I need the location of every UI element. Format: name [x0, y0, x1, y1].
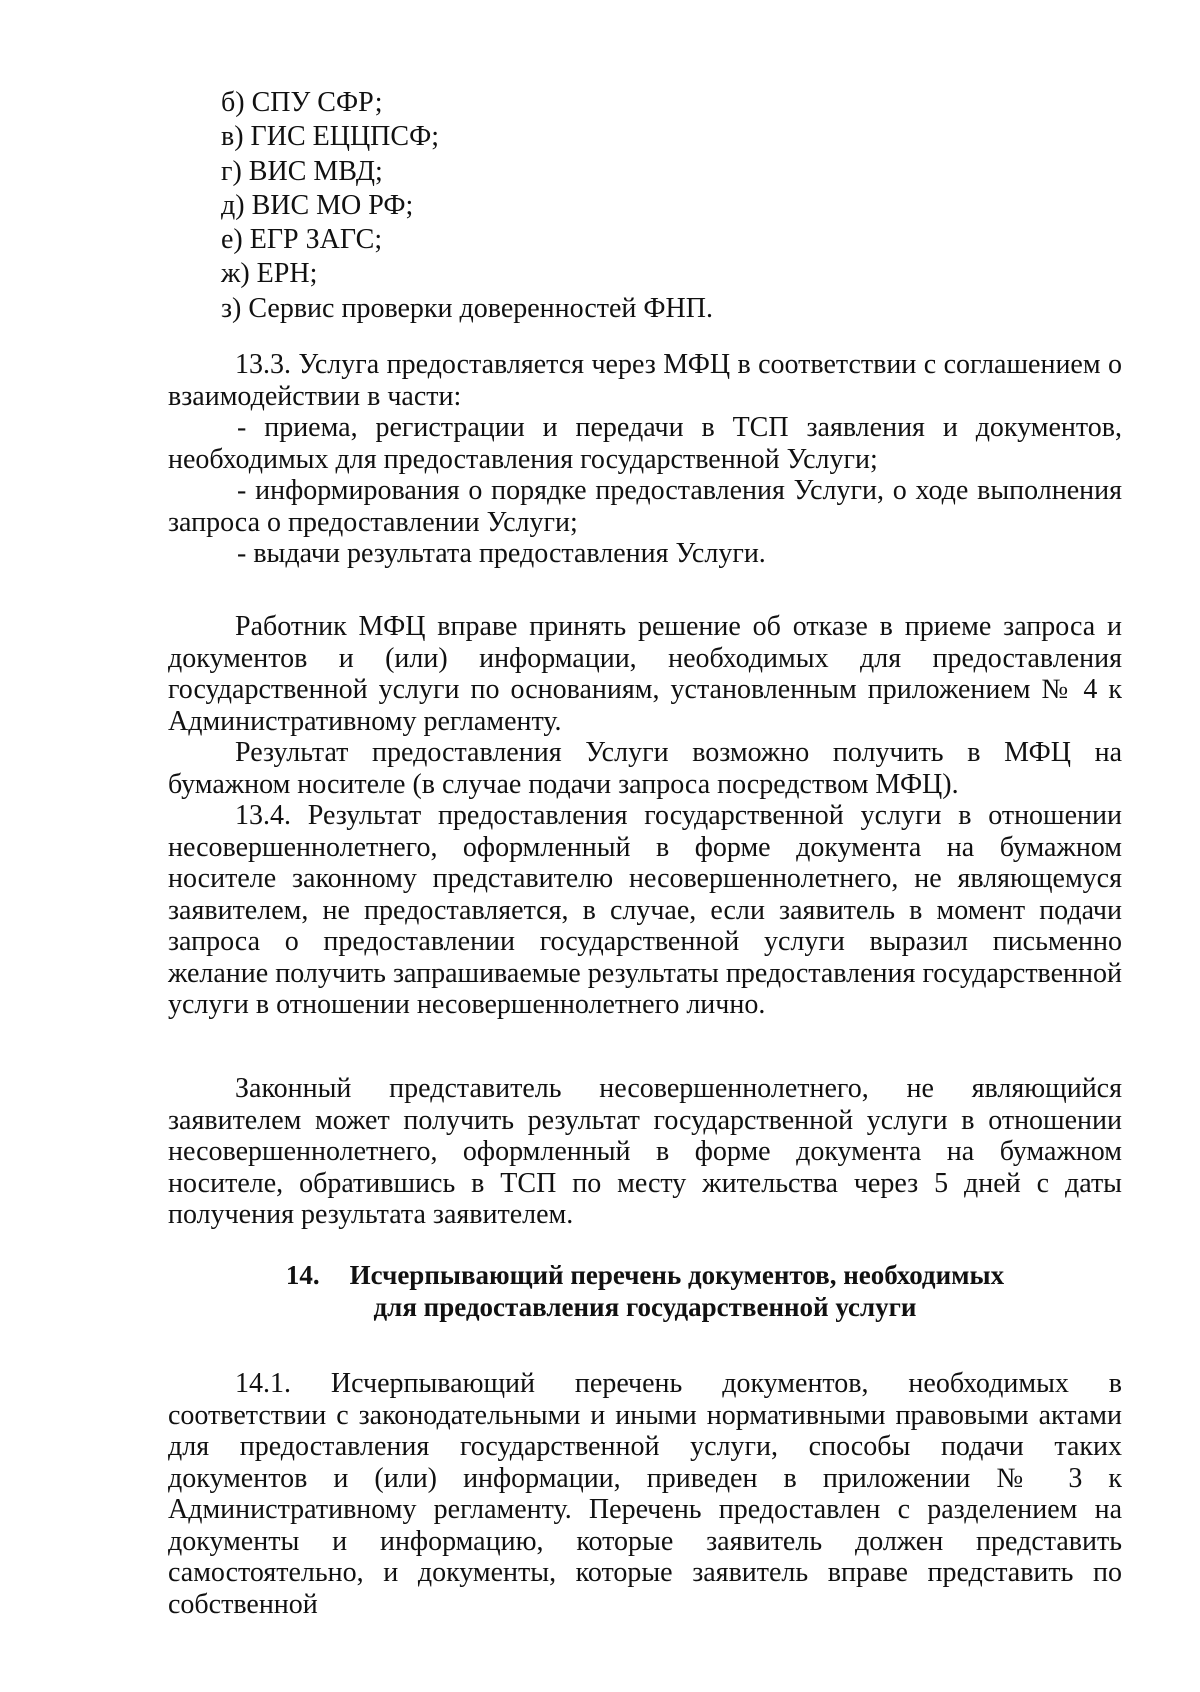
refusal-paragraph: Работник МФЦ вправе принять решение об отказе в приеме запроса и документов и (или) информации, необходимых для предоставления государственной услуги по основаниям, установленным приложением № 4 к Административному регламенту. — [168, 611, 1122, 737]
section-14-number: 14. — [285, 1260, 320, 1290]
refusal-and-result-block — [168, 611, 1122, 1021]
list-item: в) ГИС ЕЦЦПСФ; — [221, 121, 439, 153]
section-14-heading — [168, 1259, 1122, 1323]
list-item: ж) ЕРН; — [221, 258, 318, 290]
section-13-3-item: - информирования о порядке предоставления Услуги, о ходе выполнения запроса о предоставлении Услуги; — [168, 475, 1122, 538]
list-item: е) ЕГР ЗАГС; — [221, 224, 383, 256]
section-13-3-intro: 13.3. Услуга предоставляется через МФЦ в соответствии с соглашением о взаимодействии в части: — [168, 349, 1122, 412]
representative-paragraph: Законный представитель несовершеннолетнего, не являющийся заявителем может получить результат государственной услуги в отношении несовершеннолетнего, оформленный в форме документа на бумажном носителе, обратившись в ТСП по месту жительства через 5 дней с даты получения результата заявителем. — [168, 1073, 1122, 1230]
section-13-3 — [168, 349, 1122, 570]
section-14-title-line1: Исчерпывающий перечень документов, необходимых — [349, 1260, 1005, 1290]
result-paragraph: Результат предоставления Услуги возможно получить в МФЦ на бумажном носителе (в случае подачи запроса посредством МФЦ). — [168, 737, 1122, 800]
list-item: д) ВИС МО РФ; — [221, 189, 414, 221]
section-14-1 — [168, 1368, 1122, 1620]
list-item: б) СПУ СФР; — [221, 87, 383, 118]
list-item: г) ВИС МВД; — [221, 155, 383, 187]
section-14-title-line2: для предоставления государственной услуги — [373, 1292, 917, 1322]
section-13-4-paragraph: 13.4. Результат предоставления государственной услуги в отношении несовершеннолетнего, оформленный в форме документа на бумажном носителе законному представителю несовершеннолетнего, не являющемуся заявителем, не предоставляется, в случае, если заявитель в момент подачи запроса о предоставлении государственной услуги выразил письменно желание получить запрашиваемые результаты предоставления государственной услуги в отношении несовершеннолетнего лично. — [168, 800, 1122, 1020]
representative-block — [168, 1073, 1122, 1231]
information-systems-list — [221, 86, 713, 326]
list-item: з) Сервис проверки доверенностей ФНП. — [221, 292, 713, 324]
section-13-3-item: - выдачи результата предоставления Услуги. — [237, 538, 766, 569]
section-13-3-item: - приема, регистрации и передачи в ТСП заявления и документов, необходимых для предоставления государственной Услуги; — [168, 412, 1122, 475]
section-14-1-paragraph: 14.1. Исчерпывающий перечень документов, необходимых в соответствии с законодательными и иными нормативными правовыми актами для предоставления государственной услуги, способы подачи таких документов и (или) информации, приведен в приложении № 3 к Административному регламенту. Перечень предоставлен с разделением на документы и информацию, которые заявитель должен представить самостоятельно, и документы, которые заявитель вправе представить по собственной — [168, 1368, 1122, 1620]
section-14-heading-line1 — [168, 1259, 1122, 1291]
